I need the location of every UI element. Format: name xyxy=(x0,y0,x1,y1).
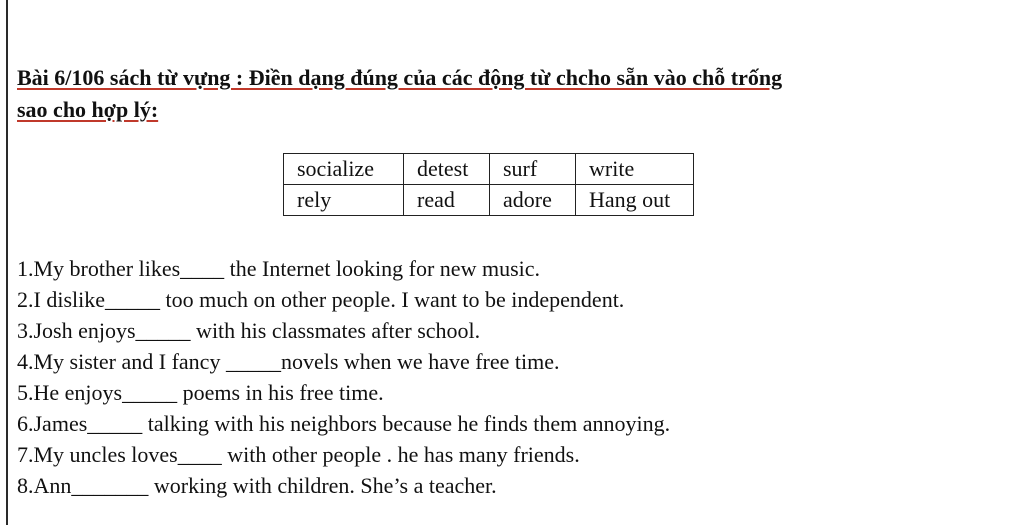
word-bank-table xyxy=(283,153,694,216)
exercise-item: 1.My brother likes____ the Internet looking for new music. xyxy=(17,256,541,281)
exercise-list xyxy=(17,253,1017,501)
exercise-item: 2.I dislike_____ too much on other people. I want to be independent. xyxy=(17,287,625,312)
word-cell: read xyxy=(404,185,490,216)
exercise-item: 7.My uncles loves____ with other people . he has many friends. xyxy=(17,442,580,467)
exercise-item: 8.Ann_______ working with children. She’s a teacher. xyxy=(17,473,497,498)
word-cell: adore xyxy=(490,185,576,216)
exercise-title xyxy=(17,62,1007,126)
word-cell: rely xyxy=(284,185,404,216)
exercise-item: 5.He enjoys_____ poems in his free time. xyxy=(17,380,384,405)
word-cell: write xyxy=(576,154,694,185)
word-cell: surf xyxy=(490,154,576,185)
word-cell: socialize xyxy=(284,154,404,185)
title-line-1: Bài 6/106 sách từ vựng : Điền dạng đúng của các động từ chcho sẵn vào chỗ trống xyxy=(17,65,783,90)
word-bank-row xyxy=(284,185,694,216)
exercise-item: 6.James_____ talking with his neighbors because he finds them annoying. xyxy=(17,411,671,436)
title-line-2: sao cho hợp lý: xyxy=(17,97,159,122)
exercise-item: 3.Josh enjoys_____ with his classmates after school. xyxy=(17,318,481,343)
exercise-item: 4.My sister and I fancy _____novels when we have free time. xyxy=(17,349,560,374)
word-cell: detest xyxy=(404,154,490,185)
word-cell: Hang out xyxy=(576,185,694,216)
page-left-border xyxy=(6,0,8,525)
word-bank-row xyxy=(284,154,694,185)
